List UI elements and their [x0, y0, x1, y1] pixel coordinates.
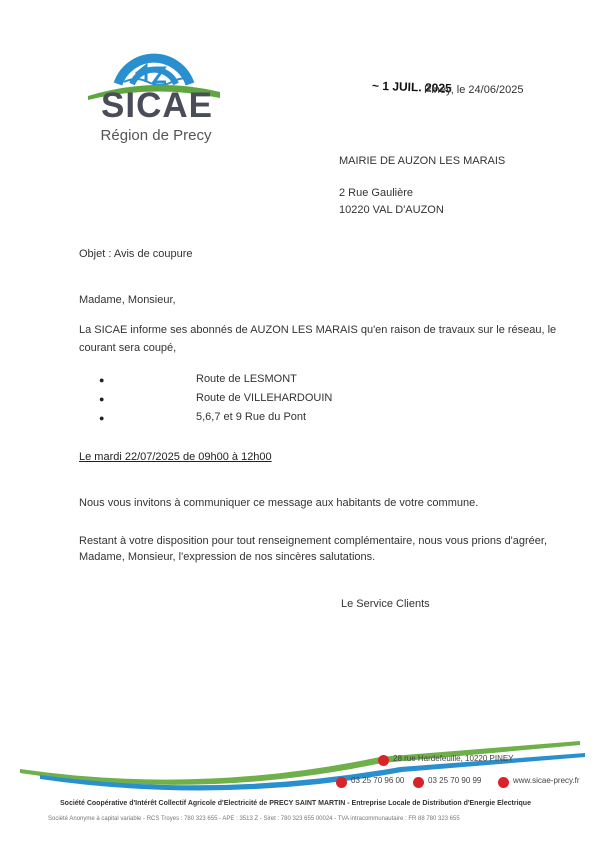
letter-subject: Objet : Avis de coupure — [79, 248, 193, 260]
outage-date: Le mardi 22/07/2025 de 09h00 à 12h00 — [79, 451, 272, 463]
footer-company-line: Société Coopérative d'Intérêt Collectif Agricole d'Electricité de PRECY SAINT MARTIN - Entreprise Locale de Distribution d'Energie Electrique — [60, 800, 531, 807]
footer-swoosh — [0, 735, 595, 805]
signature: Le Service Clients — [341, 598, 430, 610]
place-date: Piney, le 24/06/2025 — [424, 84, 524, 96]
list-item: Route de VILLEHARDOUIN — [196, 392, 333, 404]
closing-line-2: Madame, Monsieur, l'expression de nos sincères salutations. — [79, 551, 376, 563]
logo-region: Région de Precy — [100, 127, 212, 144]
footer-legal-line: Société Anonyme à capital variable - RCS Troyes : 780 323 655 - APE : 3513 Z - Siret : 780 323 655 00024 - TVA intracommunautaire : FR 88 780 323 655 — [48, 816, 460, 822]
bullet-icon: ● — [99, 394, 105, 404]
bullet-icon: ● — [99, 413, 105, 423]
list-item: 5,6,7 et 9 Rue du Pont — [196, 411, 307, 423]
phone-icon — [336, 775, 347, 793]
fax-icon — [413, 775, 424, 793]
list-item: Route de LESMONT — [196, 373, 297, 385]
intro-line-1: La SICAE informe ses abonnés de AUZON LES MARAIS qu'en raison de travaux sur le réseau, le — [79, 324, 557, 336]
request-paragraph: Nous vous invitons à communiquer ce message aux habitants de votre commune. — [79, 497, 479, 509]
intro-line-2: courant sera coupé, — [79, 342, 177, 354]
footer-phone: 03 25 70 96 00 — [351, 776, 405, 785]
logo-name: SICAE — [101, 86, 213, 125]
footer-website[interactable]: www.sicae-precy.fr — [513, 776, 580, 785]
received-stamp: ~ 1 JUIL. 2025 — [371, 78, 452, 96]
salutation: Madame, Monsieur, — [79, 294, 176, 306]
bullet-icon: ● — [99, 375, 105, 385]
recipient-street: 2 Rue Gaulière — [339, 187, 413, 199]
location-icon — [378, 753, 389, 771]
closing-line-1: Restant à votre disposition pour tout renseignement complémentaire, nous vous prions d'agréer, — [79, 535, 548, 547]
website-icon — [498, 775, 509, 793]
footer-address: 28 rue Hardefeuille, 10220 PINEY — [393, 754, 514, 763]
recipient-city: 10220 VAL D'AUZON — [339, 204, 444, 216]
recipient-name: MAIRIE DE AUZON LES MARAIS — [339, 155, 506, 167]
footer-fax: 03 25 70 90 99 — [428, 776, 482, 785]
